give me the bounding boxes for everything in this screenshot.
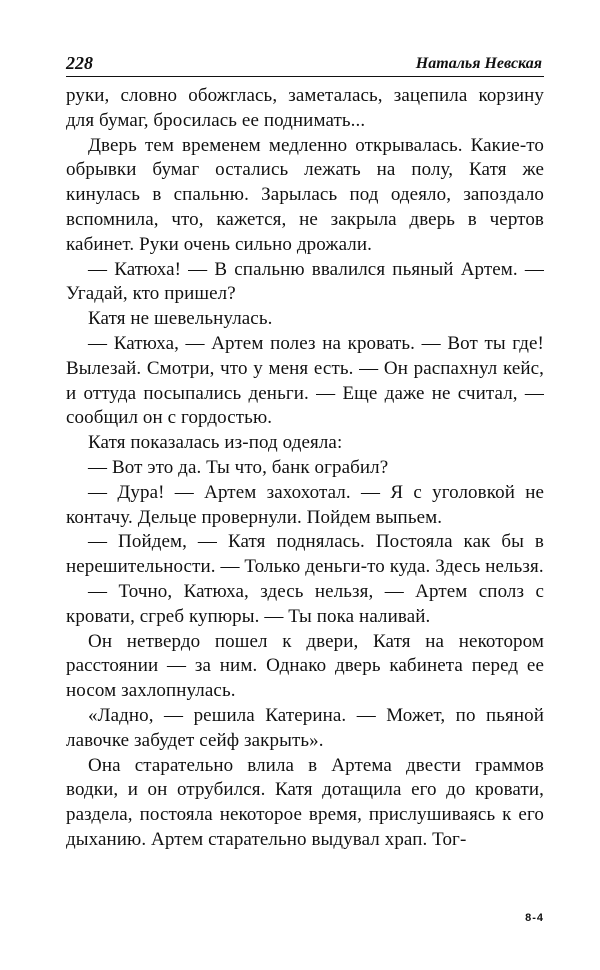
paragraph: Катя показалась из-под одеяла: [88, 432, 343, 454]
paragraph: Она старательно влила в Артема двести граммов водки, и он отрубился. Катя дотащила его до кровати, раздела, постояла некоторое время, прислушиваясь к его дыханию. Артем старательно выдувал храп. Тог- [66, 754, 544, 850]
page-number: 228 [66, 53, 93, 73]
paragraph: — Дура! — Артем захохотал. — Я с уголовкой не контачу. Дельце провернули. Пойдем выпьем. [66, 481, 544, 528]
printer-signature-mark: 8-4 [525, 912, 544, 924]
running-head-author: Наталья Невская [415, 55, 542, 72]
paragraph: — Вот это да. Ты что, банк ограбил? [88, 456, 389, 478]
paragraph: — Катюха! — В спальню ввалился пьяный Артем. — Угадай, кто пришел? [66, 258, 544, 305]
paragraph: Дверь тем временем медленно открывалась. Какие-то обрывки бумаг остались лежать на полу, Катя же кинулась в спальню. Зарылась под одеяло, запоздало вспомнила, что, кажется, не закрыла дверь в чертов кабинет. Руки очень сильно дрожали. [66, 134, 544, 255]
body-text [66, 84, 544, 853]
page-header [66, 52, 544, 77]
paragraph: — Пойдем, — Катя поднялась. Постояла как бы в нерешительности. — Только деньги-то куда. Здесь нельзя. [66, 531, 544, 578]
paragraph: — Катюха, — Артем полез на кровать. — Вот ты где! Вылезай. Смотри, что у меня есть. — Он распахнул кейс, и оттуда посыпались деньги. — Еще даже не считал, — сообщил он с гордостью. [66, 332, 544, 429]
paragraph: «Ладно, — решила Катерина. — Может, по пьяной лавочке забудет сейф закрыть». [66, 704, 544, 751]
paragraph: руки, словно обожглась, заметалась, зацепила корзину для бумаг, бросилась ее поднимать... [66, 85, 544, 131]
paragraph: Катя не шевельнулась. [88, 308, 273, 330]
paragraph: — Точно, Катюха, здесь нельзя, — Артем сполз с кровати, сгреб купюры. — Ты пока наливай. [66, 580, 544, 627]
paragraph: Он нетвердо пошел к двери, Катя на некотором расстоянии — за ним. Однако дверь кабинета перед ее носом захлопнулась. [66, 630, 544, 702]
